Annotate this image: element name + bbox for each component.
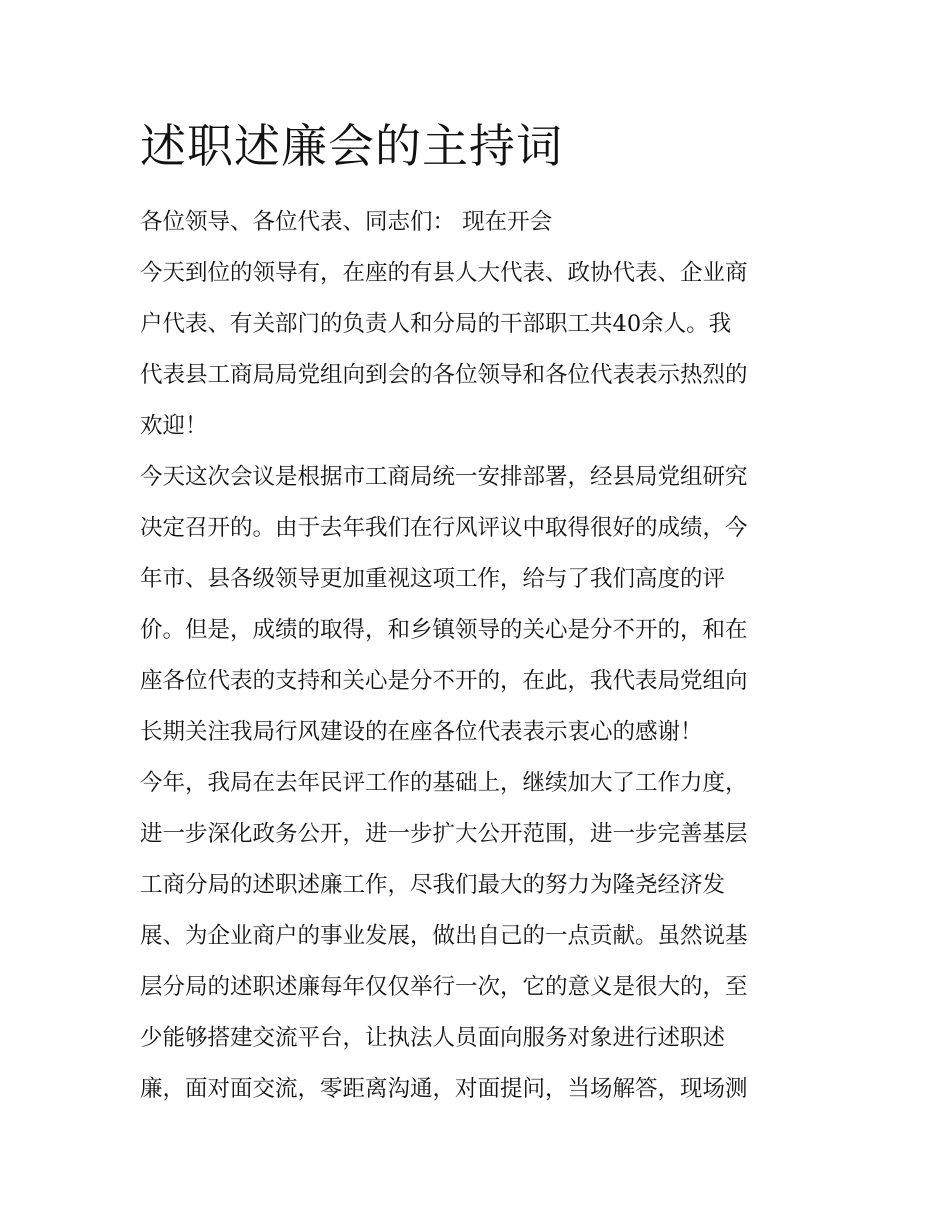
text-line: 进一步深化政务公开，进一步扩大公开范围，进一步完善基层 — [140, 821, 748, 847]
paragraph-attendees — [140, 248, 820, 452]
text-line: 工商分局的述职述廉工作，尽我们最大的努力为隆尧经济发 — [140, 872, 726, 898]
text-line: 价。但是，成绩的取得，和乡镇领导的关心是分不开的，和在 — [140, 617, 748, 643]
text-line: 代表县工商局局党组向到会的各位领导和各位代表表示热烈的 — [140, 362, 748, 388]
text-line: 廉，面对面交流，零距离沟通，对面提问，当场解答，现场测 — [140, 1076, 748, 1102]
text-line: 长期关注我局行风建设的在座各位代表表示衷心的感谢！ — [140, 719, 703, 745]
text-line: 今天到位的领导有，在座的有县人大代表、政协代表、企业商 — [140, 260, 748, 286]
text-line: 欢迎！ — [140, 413, 208, 439]
text-line: 今天这次会议是根据市工商局统一安排部署，经县局党组研究 — [140, 464, 748, 490]
paragraph-greeting — [140, 197, 820, 248]
document-title: 述职述廉会的主持词 — [140, 119, 563, 173]
text-line: 少能够搭建交流平台，让执法人员面向服务对象进行述职述 — [140, 1025, 726, 1051]
paragraph-background — [140, 452, 820, 758]
document-body — [140, 197, 820, 1115]
text-line: 层分局的述职述廉每年仅仅举行一次，它的意义是很大的，至 — [140, 974, 748, 1000]
text-line: 展、为企业商户的事业发展，做出自己的一点贡献。虽然说基 — [140, 923, 748, 949]
text-line: 决定召开的。由于去年我们在行风评议中取得很好的成绩，今 — [140, 515, 748, 541]
text-line: 座各位代表的支持和关心是分不开的，在此，我代表局党组向 — [140, 668, 748, 694]
text-line: 年市、县各级领导更加重视这项工作，给与了我们高度的评 — [140, 566, 726, 592]
text-line: 各位领导、各位代表、同志们： 现在开会 — [140, 209, 553, 235]
text-line: 户代表、有关部门的负责人和分局的干部职工共40余人。我 — [140, 311, 732, 337]
text-line: 今年，我局在去年民评工作的基础上，继续加大了工作力度， — [140, 770, 748, 796]
paragraph-this-year — [140, 758, 820, 1115]
